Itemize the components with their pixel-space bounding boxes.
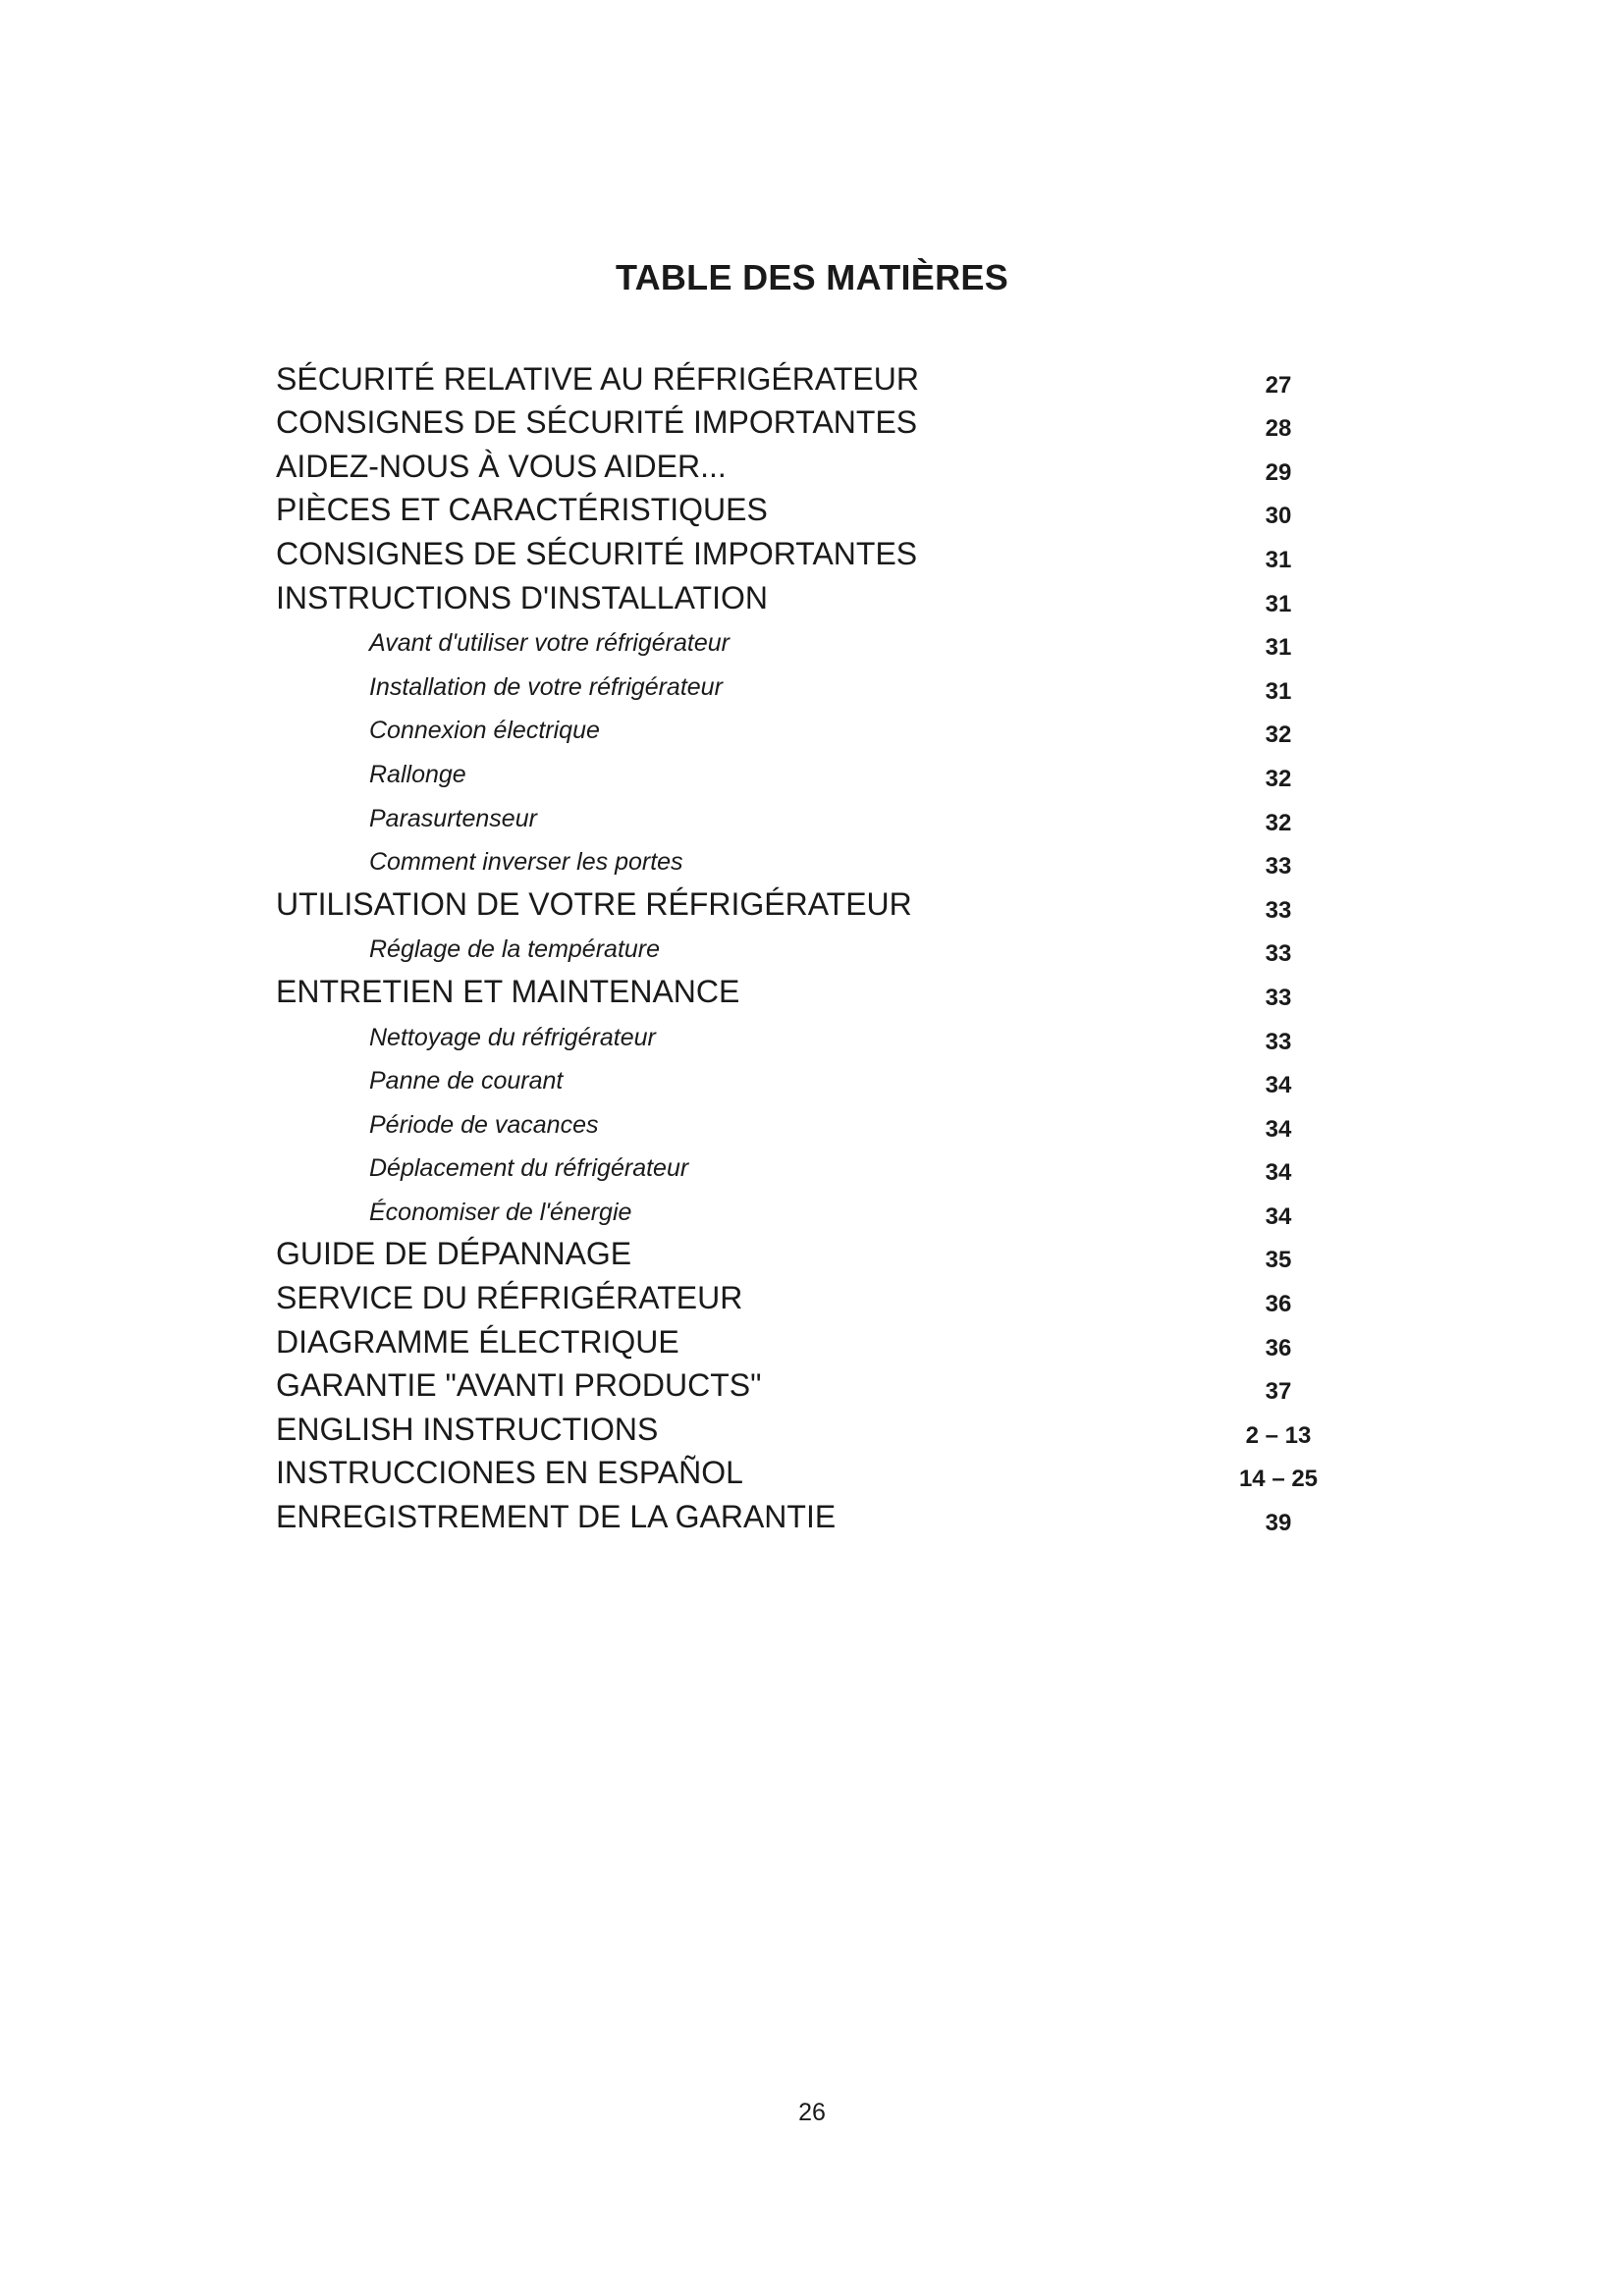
toc-section-entry <box>276 1455 1356 1502</box>
toc-entry-page: 33 <box>1265 984 1292 1011</box>
toc-entry-page: 2 – 13 <box>1245 1421 1312 1449</box>
toc-section-entry <box>276 1501 1356 1545</box>
toc-subsection-entry <box>276 1064 1356 1108</box>
toc-entry-page: 34 <box>1265 1072 1292 1099</box>
toc-entry-page: 32 <box>1265 721 1292 749</box>
toc-entry-page: 31 <box>1265 546 1292 573</box>
toc-entry-label: Parasurtenseur <box>369 804 537 832</box>
toc-entry-label: Réglage de la température <box>369 935 661 964</box>
toc-entry-label: PIÈCES ET CARACTÉRISTIQUES <box>276 492 768 528</box>
toc-entry-label: SERVICE DU RÉFRIGÉRATEUR <box>276 1280 743 1316</box>
toc-section-entry <box>276 360 1356 407</box>
toc-entry-page: 33 <box>1265 896 1292 924</box>
toc-entry-page: 28 <box>1265 415 1292 443</box>
toc-entry-page: 39 <box>1265 1510 1292 1537</box>
toc-section-entry <box>276 535 1356 582</box>
toc-entry-label: INSTRUCTIONS D'INSTALLATION <box>276 579 768 615</box>
toc-entry-label: GARANTIE "AVANTI PRODUCTS" <box>276 1367 762 1404</box>
toc-section-entry <box>276 1282 1356 1326</box>
toc-entry-label: Déplacement du réfrigérateur <box>369 1154 689 1183</box>
toc-entry-page: 34 <box>1265 1202 1292 1230</box>
toc-section-entry <box>276 1411 1356 1458</box>
toc-section-entry <box>276 973 1356 1020</box>
toc-entry-label: Panne de courant <box>369 1067 564 1095</box>
toc-entry-label: Rallonge <box>369 760 466 788</box>
toc-entry-label: Économiser de l'énergie <box>369 1198 632 1226</box>
toc-entry-label: ENGLISH INSTRUCTIONS <box>276 1411 659 1447</box>
toc-subsection-entry <box>276 626 1356 670</box>
toc-subsection-entry <box>276 845 1356 889</box>
toc-entry-page: 34 <box>1265 1159 1292 1187</box>
toc-entry-label: Avant d'utiliser votre réfrigérateur <box>369 629 730 658</box>
toc-section-entry <box>276 1323 1356 1370</box>
toc-entry-page: 33 <box>1265 1028 1292 1055</box>
toc-entry-page: 32 <box>1265 809 1292 836</box>
toc-subsection-entry <box>276 714 1356 758</box>
toc-subsection-entry <box>276 757 1356 801</box>
toc-entry-label: ENREGISTREMENT DE LA GARANTIE <box>276 1499 837 1535</box>
toc-section-entry <box>276 579 1356 626</box>
toc-entry-page: 36 <box>1265 1291 1292 1318</box>
toc-subsection-entry <box>276 1195 1356 1239</box>
toc-subsection-entry <box>276 801 1356 845</box>
toc-entry-page: 35 <box>1265 1247 1292 1274</box>
toc-entry-label: Connexion électrique <box>369 717 600 745</box>
toc-subsection-entry <box>276 1020 1356 1064</box>
toc-entry-label: Nettoyage du réfrigérateur <box>369 1023 656 1051</box>
toc-section-entry <box>276 1367 1356 1415</box>
toc-entry-page: 33 <box>1265 853 1292 881</box>
toc-entry-page: 27 <box>1265 371 1292 399</box>
toc-entry-page: 14 – 25 <box>1238 1466 1319 1493</box>
toc-entry-label: GUIDE DE DÉPANNAGE <box>276 1236 632 1272</box>
toc-entry-page: 33 <box>1265 940 1292 968</box>
table-of-contents <box>276 360 1356 1545</box>
toc-subsection-entry <box>276 933 1356 977</box>
toc-entry-page: 34 <box>1265 1115 1292 1143</box>
toc-entry-page: 30 <box>1265 503 1292 530</box>
page-number: 26 <box>798 2099 826 2126</box>
toc-entry-page: 31 <box>1265 634 1292 662</box>
toc-subsection-entry <box>276 1107 1356 1151</box>
toc-entry-page: 31 <box>1265 677 1292 705</box>
toc-entry-page: 31 <box>1265 590 1292 617</box>
toc-section-entry <box>276 492 1356 539</box>
toc-subsection-entry <box>276 1151 1356 1196</box>
toc-entry-label: AIDEZ-NOUS À VOUS AIDER... <box>276 448 727 484</box>
toc-entry-page: 32 <box>1265 765 1292 792</box>
toc-entry-label: ENTRETIEN ET MAINTENANCE <box>276 973 740 1009</box>
toc-entry-label: DIAGRAMME ÉLECTRIQUE <box>276 1323 679 1360</box>
toc-entry-page: 37 <box>1265 1378 1292 1406</box>
toc-entry-page: 29 <box>1265 458 1292 486</box>
toc-entry-label: Période de vacances <box>369 1110 599 1139</box>
toc-entry-label: CONSIGNES DE SÉCURITÉ IMPORTANTES <box>276 404 918 441</box>
toc-section-entry <box>276 448 1356 495</box>
toc-entry-label: Comment inverser les portes <box>369 848 683 877</box>
toc-entry-label: Installation de votre réfrigérateur <box>369 672 723 701</box>
toc-entry-label: INSTRUCCIONES EN ESPAÑOL <box>276 1455 743 1491</box>
toc-entry-label: SÉCURITÉ RELATIVE AU RÉFRIGÉRATEUR <box>276 360 919 397</box>
toc-section-entry <box>276 404 1356 452</box>
toc-entry-label: UTILISATION DE VOTRE RÉFRIGÉRATEUR <box>276 885 912 922</box>
toc-entry-page: 36 <box>1265 1334 1292 1362</box>
toc-section-entry <box>276 885 1356 933</box>
page-title: TABLE DES MATIÈRES <box>615 257 1009 297</box>
toc-entry-label: CONSIGNES DE SÉCURITÉ IMPORTANTES <box>276 535 918 571</box>
toc-subsection-entry <box>276 669 1356 714</box>
toc-section-entry <box>276 1236 1356 1283</box>
